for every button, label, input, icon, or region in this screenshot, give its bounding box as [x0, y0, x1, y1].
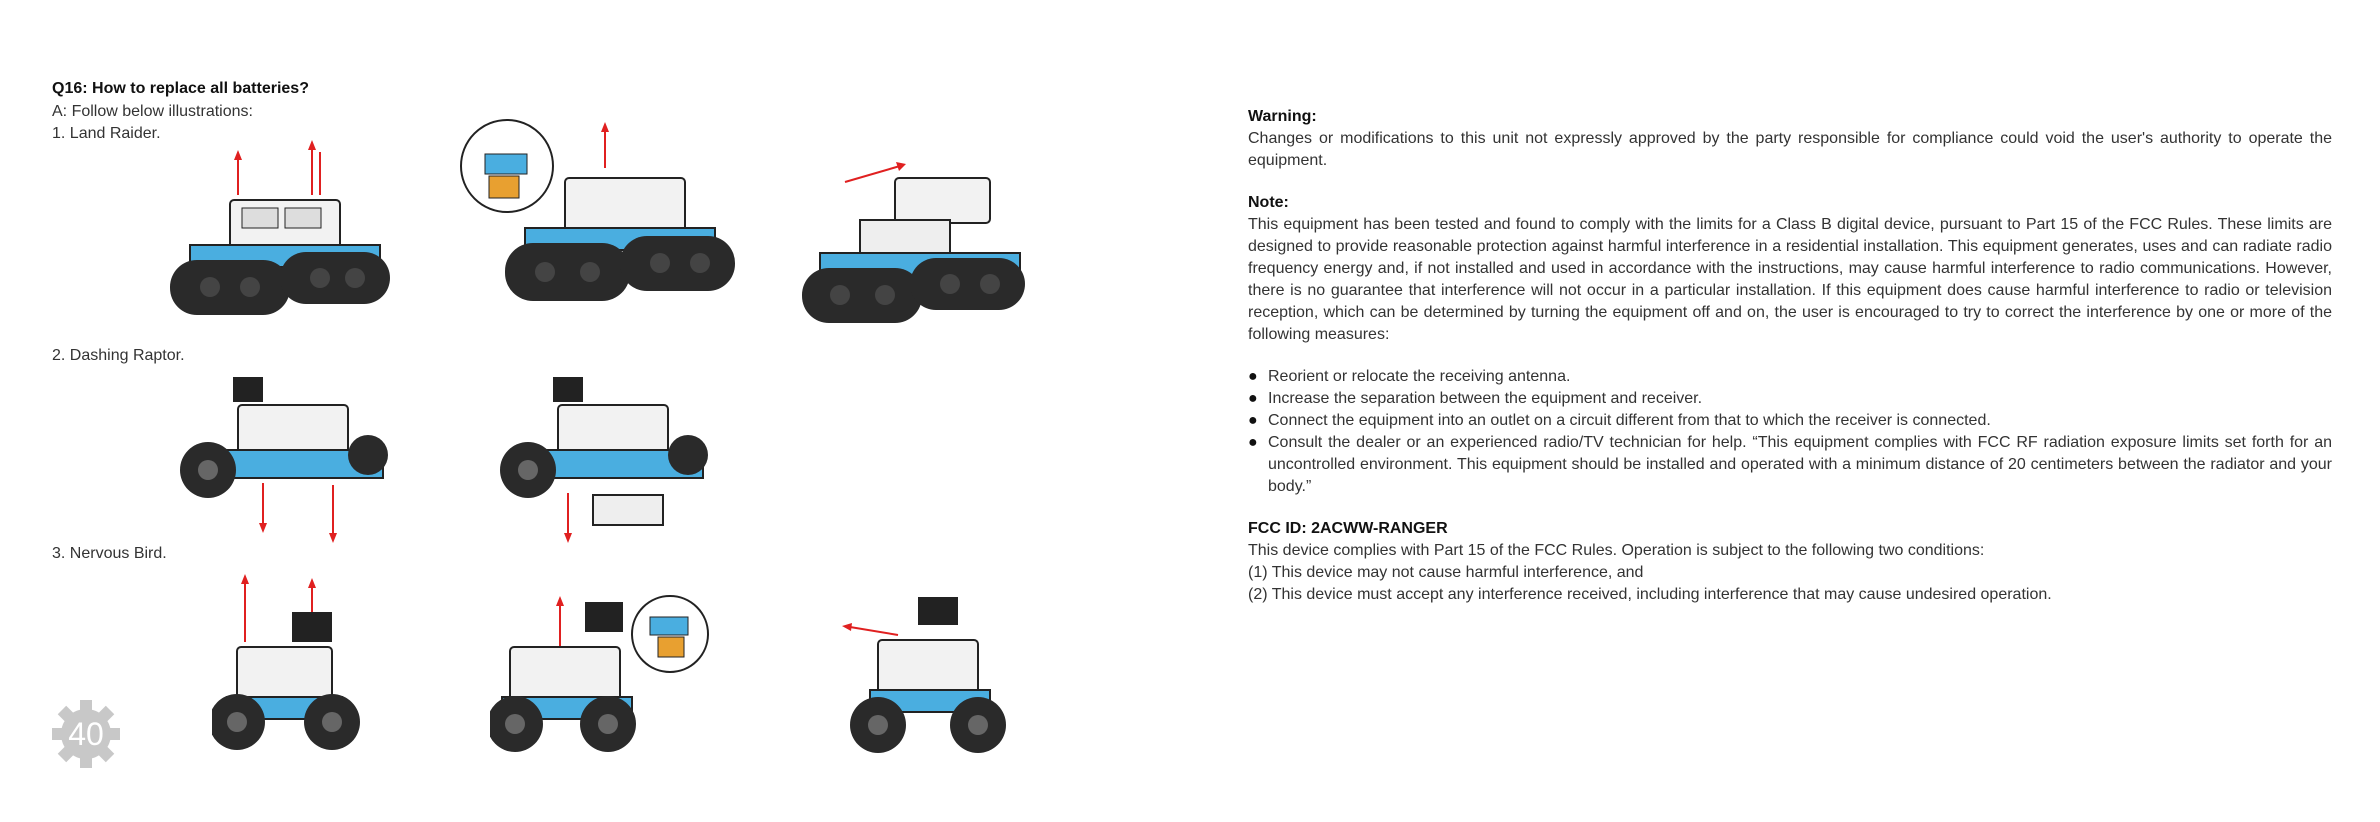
condition-1: (1) This device may not cause harmful interference, and	[1248, 564, 1644, 581]
fcc-text: This device complies with Part 15 of the FCC Rules. Operation is subject to the following two conditions:	[1248, 542, 1985, 559]
bullet-icon: ●	[1248, 390, 1258, 407]
fcc-statement	[1248, 106, 2332, 606]
land-raider-step1-illustration	[160, 140, 410, 335]
note-heading: Note:	[1248, 194, 1289, 211]
section-nervous-bird-label: 3. Nervous Bird.	[52, 545, 167, 562]
nervous-bird-step1-illustration	[212, 572, 360, 757]
bullet-item: ● Connect the equipment into an outlet on a circuit different from that to which the receiver is connected.	[1248, 410, 2332, 432]
fcc-id-heading: FCC ID: 2ACWW-RANGER	[1248, 520, 1448, 537]
intro-text: A: Follow below illustrations:	[52, 103, 253, 120]
dashing-raptor-step1-illustration	[178, 375, 393, 550]
bullet-item: ● Consult the dealer or an experienced radio/TV technician for help. “This equipment complies with FCC RF radiation exposure limits set forth for an uncontrolled environment. This equipment should be installed and operated with a minimum distance of 20 centimeters between the radiator and your body.”	[1248, 432, 2332, 498]
land-raider-step2-illustration	[455, 118, 750, 333]
warning-heading: Warning:	[1248, 108, 1317, 125]
bullet-icon: ●	[1248, 434, 1258, 451]
page-number: 40	[68, 715, 104, 752]
nervous-bird-step2-illustration	[490, 592, 712, 757]
question-title: Q16: How to replace all batteries?	[52, 80, 309, 97]
bullet-icon: ●	[1248, 412, 1258, 429]
bullet-icon: ●	[1248, 368, 1258, 385]
nervous-bird-step3-illustration	[838, 595, 1010, 757]
section-dashing-raptor-label: 2. Dashing Raptor.	[52, 347, 185, 364]
section-land-raider-label: 1. Land Raider.	[52, 125, 161, 142]
note-text: This equipment has been tested and found to comply with the limits for a Class B digital device, pursuant to Part 15 of the FCC Rules. These limits are designed to provide reasonable protection against harmful interference in a residential installation. This equipment generates, uses and can radiate radio frequency energy and, if not installed and used in accordance with the instructions, may cause harmful interference to radio communications. However, there is no guarantee that interference will not occur in a particular installation. If this equipment does cause harmful interference to radio or television reception, which can be determined by turning the equipment off and on, the user is encouraged to try to correct the interference by one or more of the following measures:	[1248, 216, 2332, 343]
land-raider-step3-illustration	[800, 158, 1045, 333]
bullet-item: ● Increase the separation between the equipment and receiver.	[1248, 388, 2332, 410]
bullet-item: ● Reorient or relocate the receiving antenna.	[1248, 366, 2332, 388]
dashing-raptor-step2-illustration	[498, 375, 713, 550]
condition-2: (2) This device must accept any interference received, including interference that may cause undesired operation.	[1248, 586, 2052, 603]
warning-text: Changes or modifications to this unit not expressly approved by the party responsible for compliance could void the user's authority to operate the equipment.	[1248, 130, 2332, 169]
